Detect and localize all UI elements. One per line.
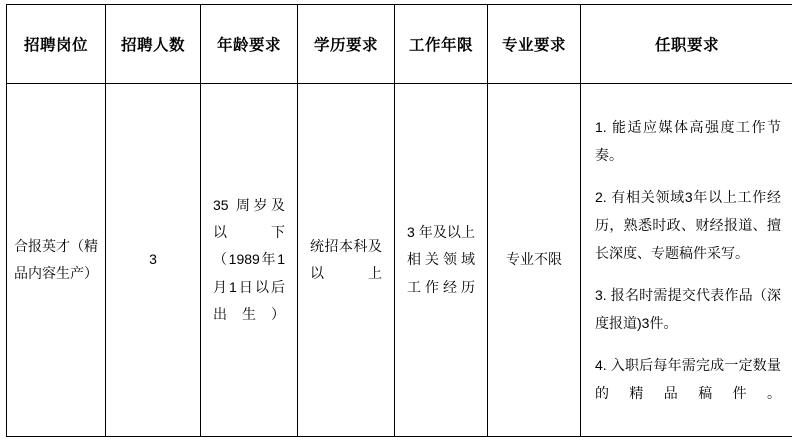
table-header: [7, 5, 792, 84]
duty-item: 2. 有相关领域3年以上工作经历，熟悉时政、财经报道、擅长深度、专题稿件采写。: [595, 183, 781, 267]
column-header-age: 年龄要求: [201, 5, 298, 84]
post-text: 合报英才（精品内容生产）: [7, 233, 105, 286]
count-text: 3: [106, 247, 200, 273]
recruitment-table: [6, 4, 792, 437]
age-text: 35 周岁及以下（1989年1月1日以后出生）: [201, 192, 297, 328]
cell-duty: [581, 84, 792, 437]
column-header-major: 专业要求: [488, 5, 581, 84]
column-header-duty: 任职要求: [581, 5, 792, 84]
work-years-text: 3 年及以上相关领域工作经历: [395, 219, 487, 301]
duty-item: 1. 能适应媒体高强度工作节奏。: [595, 113, 781, 169]
column-header-count: 招聘人数: [106, 5, 201, 84]
column-header-post: 招聘岗位: [7, 5, 106, 84]
cell-work-years: [395, 84, 488, 437]
table-row: [7, 84, 792, 437]
education-text: 统招本科及以上: [298, 233, 394, 288]
column-header-education: 学历要求: [298, 5, 395, 84]
cell-post: [7, 84, 106, 437]
duty-item: 4. 入职后每年需完成一定数量的精品稿件。: [595, 351, 781, 407]
table-body: [7, 84, 792, 437]
document-page: [0, 4, 792, 448]
cell-count: [106, 84, 201, 437]
cell-education: [298, 84, 395, 437]
cell-major: [488, 84, 581, 437]
cell-age: [201, 84, 298, 437]
major-text: 专业不限: [488, 247, 580, 273]
table-header-row: [7, 5, 792, 84]
column-header-work-years: 工作年限: [395, 5, 488, 84]
duty-item: 3. 报名时需提交代表作品（深度报道)3件。: [595, 281, 781, 337]
duty-list: [581, 103, 792, 417]
